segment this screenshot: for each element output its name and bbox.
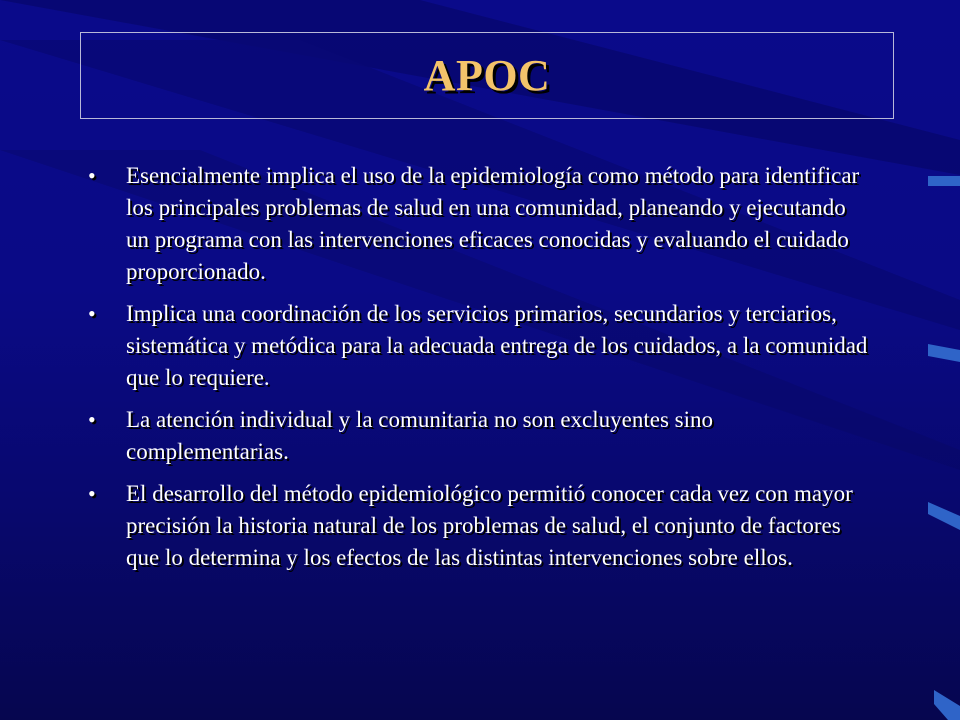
accent-stripe bbox=[934, 690, 960, 720]
bullet-item bbox=[88, 404, 868, 468]
accent-stripe bbox=[928, 344, 960, 362]
slide-title: APOC bbox=[423, 51, 551, 100]
title-box bbox=[80, 32, 894, 119]
bullet-icon: • bbox=[88, 407, 96, 432]
bullet-icon: • bbox=[88, 301, 96, 326]
bullet-text: Implica una coordinación de los servicios primarios, secundarios y terciarios, sistemática y metódica para la adecuada entrega de los cuidados, a la comunidad que lo requiere. bbox=[126, 301, 868, 390]
bullet-item bbox=[88, 478, 868, 574]
bullet-text: La atención individual y la comunitaria no son excluyentes sino complementarias. bbox=[126, 407, 713, 464]
bullet-item bbox=[88, 160, 868, 288]
bullet-text: Esencialmente implica el uso de la epidemiología como método para identificar los principales problemas de salud en una comunidad, planeando y ejecutando un programa con las intervenciones eficaces conocidas y evaluando el cuidado proporcionado. bbox=[126, 163, 860, 284]
accent-stripe bbox=[928, 502, 960, 530]
bullet-icon: • bbox=[88, 163, 96, 188]
accent-stripe bbox=[928, 176, 960, 186]
bullet-list bbox=[88, 160, 868, 584]
bullet-item bbox=[88, 298, 868, 394]
bullet-text: El desarrollo del método epidemiológico permitió conocer cada vez con mayor precisión la historia natural de los problemas de salud, el conjunto de factores que lo determina y los efectos de las distintas intervenciones sobre ellos. bbox=[126, 481, 853, 570]
bullet-icon: • bbox=[88, 481, 96, 506]
